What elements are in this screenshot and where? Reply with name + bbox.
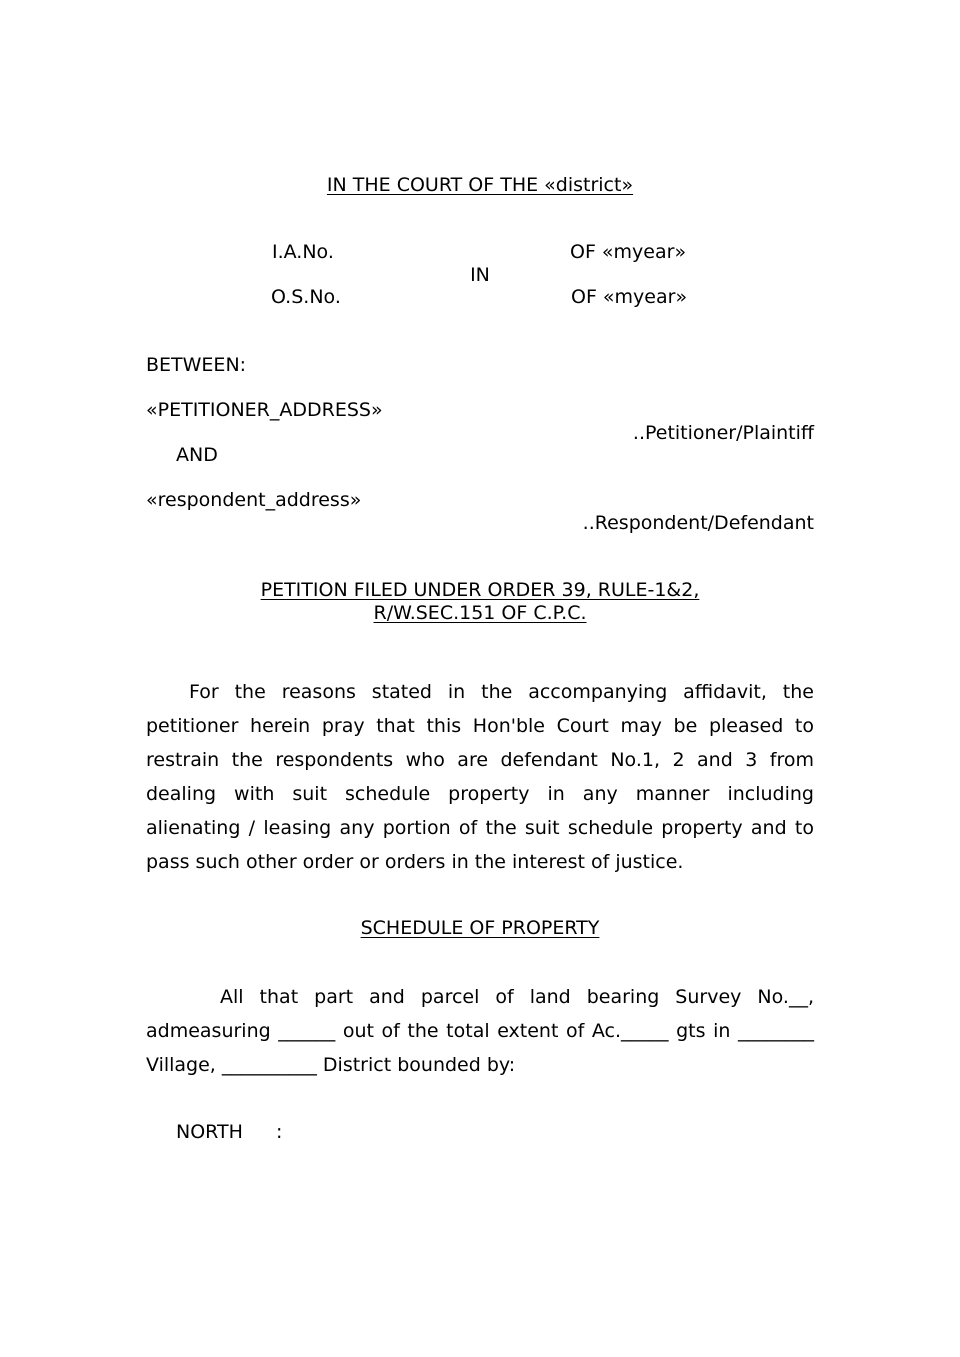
petitioner-role: ..Petitioner/Plaintiff bbox=[632, 422, 814, 444]
petition-title-line2: R/W.SEC.151 OF C.P.C. bbox=[373, 602, 587, 624]
petition-body bbox=[146, 675, 814, 879]
os-year-label: OF «myear» bbox=[571, 286, 688, 308]
north-label: NORTH bbox=[176, 1121, 243, 1143]
ia-number-label: I.A.No. bbox=[272, 241, 334, 263]
schedule-heading: SCHEDULE OF PROPERTY bbox=[360, 917, 600, 939]
petitioner-address: «PETITIONER_ADDRESS» bbox=[146, 399, 383, 421]
court-heading: IN THE COURT OF THE «district» bbox=[326, 174, 634, 196]
petition-title-line1: PETITION FILED UNDER ORDER 39, RULE-1&2, bbox=[260, 579, 700, 601]
schedule-body-text: All that part and parcel of land bearing Survey No.__, admeasuring ______ out of the total extent of Ac._____ gts in ________ Village, __________ District bounded by: bbox=[146, 986, 814, 1076]
and-label: AND bbox=[176, 444, 218, 466]
ia-year-label: OF «myear» bbox=[570, 241, 687, 263]
respondent-role: ..Respondent/Defendant bbox=[582, 512, 814, 534]
north-separator: : bbox=[276, 1121, 283, 1143]
os-number-label: O.S.No. bbox=[271, 286, 341, 308]
respondent-address: «respondent_address» bbox=[146, 489, 362, 511]
in-label: IN bbox=[470, 264, 490, 286]
petition-body-text: For the reasons stated in the accompanying affidavit, the petitioner herein pray that this Hon'ble Court may be pleased to restrain the respondents who are defendant No.1, 2 and 3 from dealing with suit schedule property in any manner including alienating / leasing any portion of the suit schedule property and to pass such other order or orders in the interest of justice. bbox=[146, 681, 814, 873]
schedule-body bbox=[146, 980, 814, 1082]
between-label: BETWEEN: bbox=[146, 354, 247, 376]
